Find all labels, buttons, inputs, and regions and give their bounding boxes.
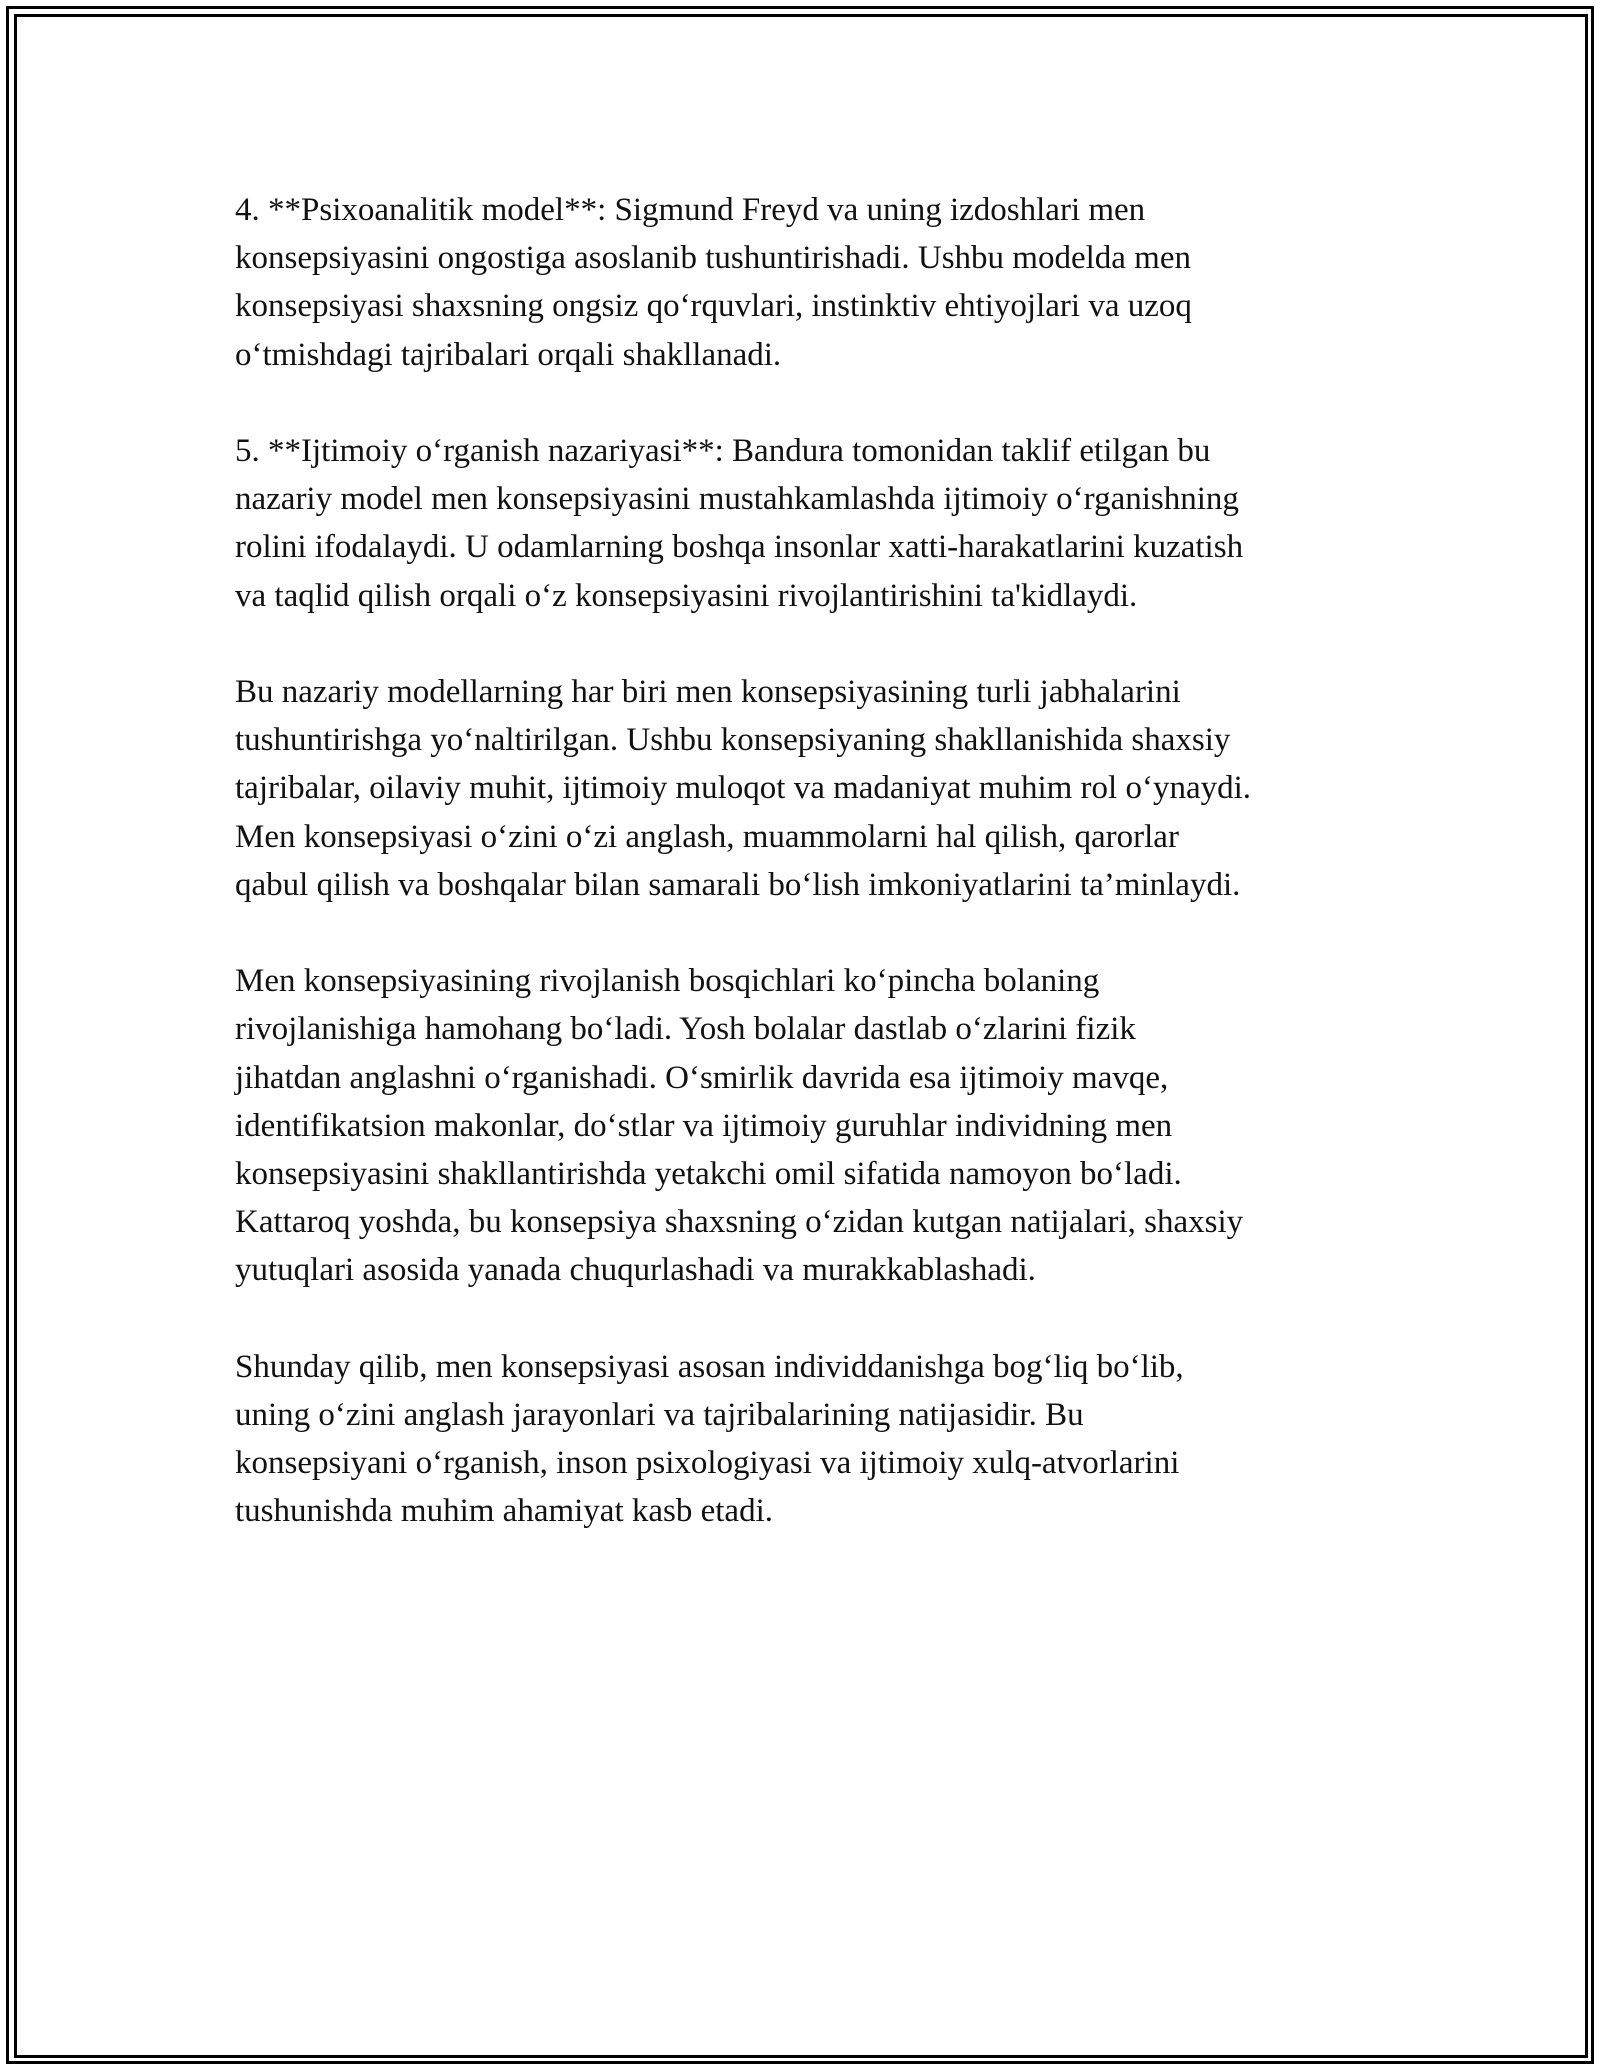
text-line: identifikatsion makonlar, doʻstlar va ijtimoiy guruhlar individning men	[235, 1107, 1173, 1144]
document-body	[235, 186, 1365, 1584]
paragraph-psychoanalytic-model	[235, 186, 1365, 379]
text-line: rolini ifodalaydi. U odamlarning boshqa insonlar xatti-harakatlarini kuzatish	[235, 529, 1244, 566]
paragraph-models-summary	[235, 668, 1365, 909]
paragraph-social-learning-theory	[235, 427, 1365, 620]
text-line: tushunishda muhim ahamiyat kasb etadi.	[235, 1493, 773, 1530]
text-line: Bu nazariy modellarning har biri men konsepsiyasining turli jabhalarini	[235, 674, 1181, 710]
text-line: konsepsiyasini shakllantirishda yetakchi omil sifatida namoyon boʻladi.	[235, 1156, 1182, 1193]
text-line: 4. **Psixoanalitik model**: Sigmund Freyd va uning izdoshlari men	[235, 192, 1146, 228]
text-line: konsepsiyasini ongostiga asoslanib tushuntirishadi. Ushbu modelda men	[235, 240, 1192, 277]
text-line: nazariy model men konsepsiyasini mustahkamlashda ijtimoiy oʻrganishning	[235, 481, 1239, 518]
text-line: konsepsiyasi shaxsning ongsiz qoʻrquvlari, instinktiv ehtiyojlari va uzoq	[235, 288, 1192, 325]
text-line: jihatdan anglashni oʻrganishadi. Oʻsmirlik davrida esa ijtimoiy mavqe,	[235, 1059, 1169, 1096]
text-line: tushuntirishga yoʻnaltirilgan. Ushbu konsepsiyaning shakllanishida shaxsiy	[235, 722, 1231, 759]
paragraph-conclusion	[235, 1343, 1365, 1536]
text-line: yutuqlari asosida yanada chuqurlashadi va murakkablashadi.	[235, 1252, 1036, 1289]
text-line: 5. **Ijtimoiy oʻrganish nazariyasi**: Bandura tomonidan taklif etilgan bu	[235, 433, 1211, 469]
text-line: Men konsepsiyasining rivojlanish bosqichlari koʻpincha bolaning	[235, 963, 1100, 1000]
text-line: rivojlanishiga hamohang boʻladi. Yosh bolalar dastlab oʻzlarini fizik	[235, 1011, 1136, 1048]
text-line: va taqlid qilish orqali oʻz konsepsiyasini rivojlantirishini ta'kidlaydi.	[235, 577, 1138, 614]
paragraph-development-stages	[235, 957, 1365, 1294]
text-line: Men konsepsiyasi oʻzini oʻzi anglash, muammolarni hal qilish, qarorlar	[235, 818, 1179, 855]
text-line: oʻtmishdagi tajribalari orqali shakllanadi.	[235, 336, 782, 373]
text-line: qabul qilish va boshqalar bilan samarali boʻlish imkoniyatlarini ta’minlaydi.	[235, 866, 1241, 903]
text-line: uning oʻzini anglash jarayonlari va tajribalarining natijasidir. Bu	[235, 1397, 1084, 1434]
text-line: tajribalar, oilaviy muhit, ijtimoiy muloqot va madaniyat muhim rol oʻynaydi.	[235, 770, 1252, 807]
text-line: Kattaroq yoshda, bu konsepsiya shaxsning oʻzidan kutgan natijalari, shaxsiy	[235, 1204, 1244, 1241]
text-line: Shunday qilib, men konsepsiyasi asosan individdanishga bogʻliq boʻlib,	[235, 1348, 1184, 1385]
text-line: konsepsiyani oʻrganish, inson psixologiyasi va ijtimoiy xulq-atvorlarini	[235, 1445, 1180, 1482]
